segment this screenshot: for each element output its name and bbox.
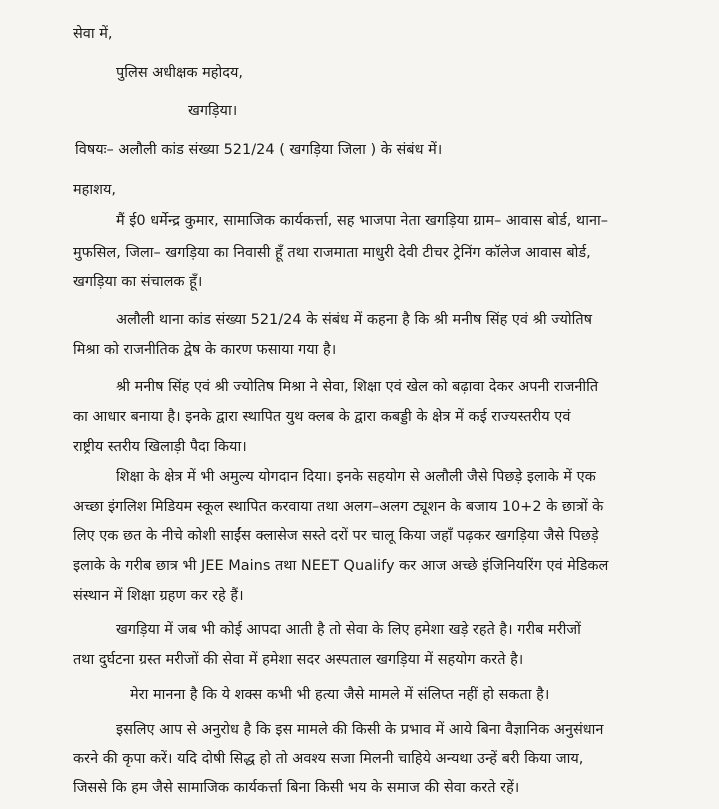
para6-line1: मेरा मानना है कि ये शक्स कभी भी हत्या जैसे मामले में संलिप्त नहीं हो सकता है।	[130, 687, 550, 703]
addressee: पुलिस अधीक्षक महोदय,	[116, 65, 243, 81]
para2-line2: मिश्रा को राजनीतिक द्वेष के कारण फसाया गया है।	[73, 342, 337, 358]
para3-line2: का आधार बनाया है। इनके द्वारा स्थापित युथ क्लब के द्वारा कबड्डी के क्षेत्र में कई राज्यस्तरीय एवं	[73, 409, 571, 425]
para5-line1: खगड़िया में जब भी कोई आपदा आती है तो सेवा के लिए हमेशा खड़े रहते है। गरीब मरीजों	[116, 622, 581, 638]
subject-line: विषयः– अलौली कांड संख्या 521/24 ( खगड़िया जिला ) के संबंध में।	[75, 142, 443, 158]
place: खगड़िया।	[188, 103, 238, 119]
para1-line1: मैं ई0 धर्मेन्द्र कुमार, सामाजिक कार्यकर्त्ता, सह भाजपा नेता खगड़िया ग्राम– आवास बोर्ड, थाना–	[116, 213, 608, 229]
para4-line1: शिक्षा के क्षेत्र में भी अमुल्य योगदान दिया। इनके सहयोग से अलौली जैसे पिछड़े इलाके में एक	[116, 469, 596, 485]
para7-line3: जिससे कि हम जैसे सामाजिक कार्यकर्त्ता बिना किसी भय के समाज की सेवा करते रहें।	[73, 780, 520, 796]
para7-line2: करने की कृपा करें। यदि दोषी सिद्ध हो तो अवश्य सजा मिलनी चाहिये अन्यथा उन्हें बरी किया जाय,	[73, 751, 584, 767]
para4-line5: संस्थान में शिक्षा ग्रहण कर रहे हैं।	[73, 588, 244, 604]
para7-line1: इसलिए आप से अनुरोध है कि इस मामले की किसी के प्रभाव में आये बिना वैज्ञानिक अनुसंधान	[116, 722, 604, 738]
para2-line1: अलौली थाना कांड संख्या 521/24 के संबंध में कहना है कि श्री मनीष सिंह एवं श्री ज्योतिष	[116, 312, 593, 328]
para3-line1: श्री मनीष सिंह एवं श्री ज्योतिष मिश्रा ने सेवा, शिक्षा एवं खेल को बढ़ावा देकर अपनी राजनीति	[116, 379, 599, 395]
para4-line3: लिए एक छत के नीचे कोशी साईंस क्लासेज सस्ते दरों पर चालू किया जहाँ पढ़कर खगड़िया जैसे पिछड़े	[73, 528, 599, 544]
para5-line2: तथा दुर्घटना ग्रस्त मरीजों की सेवा में हमेशा सदर अस्पताल खगड़िया में सहयोग करते है।	[73, 652, 524, 668]
para3-line3: राष्ट्रीय स्तरीय खिलाड़ी पैदा किया।	[73, 439, 247, 455]
salutation-to: सेवा में,	[73, 26, 113, 42]
para1-line2: मुफसिल, जिला– खगड़िया का निवासी हूँ तथा राजमाता माधुरी देवी टीचर ट्रेनिंग कॉलेज आवास बोर्ड,	[73, 245, 591, 261]
para1-line3: खगड़िया का संचालक हूँ।	[73, 274, 203, 290]
para4-line4: इलाके के गरीब छात्र भी JEE Mains तथा NEET Qualify कर आज अच्छे इंजिनियरिंग एवं मेडिकल	[73, 558, 609, 574]
greeting: महाशय,	[73, 182, 117, 198]
para4-line2: अच्छा इंगलिश मिडियम स्कूल स्थापित करवाया तथा अलग–अलग ट्यूशन के बजाय 10+2 के छात्रों के	[73, 499, 604, 515]
